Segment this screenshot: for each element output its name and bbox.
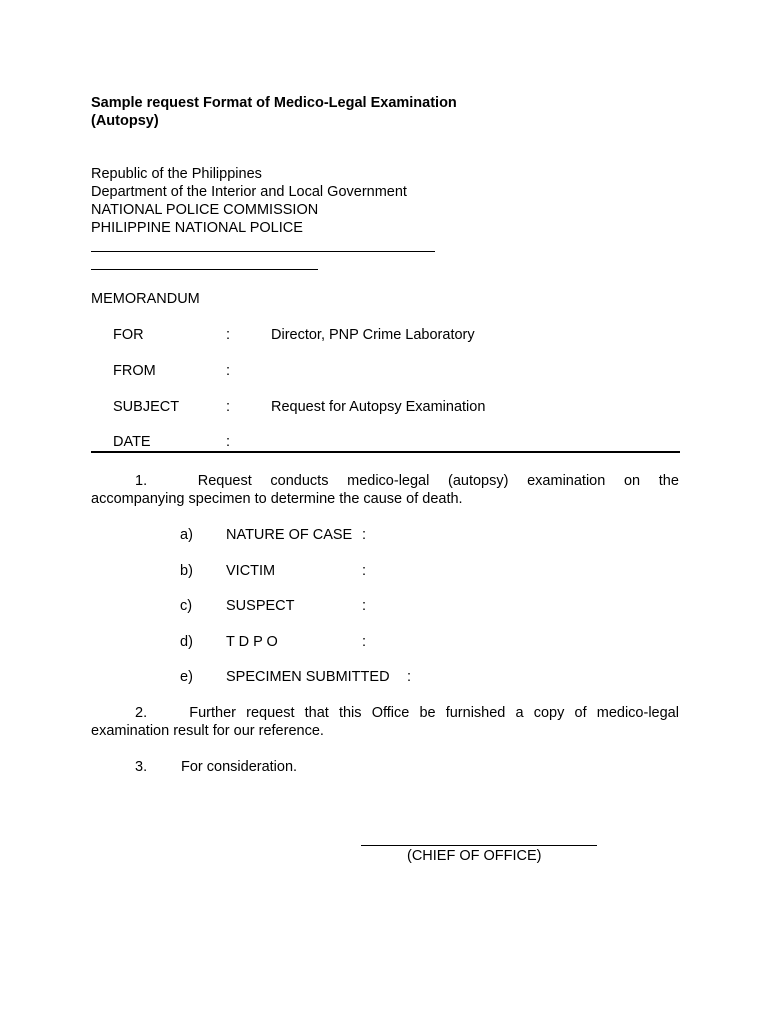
from-colon: : [226,363,231,379]
from-label: FROM [113,363,156,379]
paragraph-1-word: conducts [270,473,329,489]
blank-line-office-2 [91,269,318,270]
paragraph-2-word: Office [371,705,410,721]
paragraph-2-word: that [304,705,329,721]
item-b-label: VICTIM [226,563,276,579]
paragraph-2-word: this [338,705,362,721]
header-napolcom: NATIONAL POLICE COMMISSION [91,202,319,218]
header-department: Department of the Interior and Local Government [91,184,407,200]
paragraph-1-word: (autopsy) [448,473,509,489]
for-value: Director, PNP Crime Laboratory [271,327,475,343]
item-c-letter: c) [180,598,193,614]
paragraph-3-number: 3. [135,759,148,775]
memo-heading: MEMORANDUM [91,291,200,307]
paragraph-2-number: 2. [135,705,148,721]
paragraph-1 [91,472,679,508]
item-d-colon: : [362,634,367,650]
subject-label: SUBJECT [113,399,180,415]
item-a-letter: a) [180,527,193,543]
item-a-label: NATURE OF CASE [226,527,353,543]
item-b-letter: b) [180,563,193,579]
paragraph-1-line-1 [91,472,679,490]
item-b-colon: : [362,563,367,579]
paragraph-2-line-2: examination result for our reference. [91,723,324,739]
paragraph-2-word: medico-legal [596,705,679,721]
paragraph-1-line-2: accompanying specimen to determine the cause of death. [91,491,463,507]
signature-line [361,845,597,846]
paragraph-2-word: Further [189,705,236,721]
blank-line-office-1 [91,251,435,252]
for-colon: : [226,327,231,343]
paragraph-1-number: 1. [135,473,148,489]
item-e-letter: e) [180,669,193,685]
for-label: FOR [113,327,144,343]
header-pnp: PHILIPPINE NATIONAL POLICE [91,220,303,236]
paragraph-2-word: request [246,705,295,721]
paragraph-1-word: on [623,473,641,489]
paragraph-2-word: copy [533,705,565,721]
paragraph-1-word: examination [527,473,606,489]
paragraph-1-word: medico-legal [347,473,430,489]
paragraph-2-word: a [515,705,524,721]
header-divider [91,451,680,453]
date-label: DATE [113,434,151,450]
date-colon: : [226,434,231,450]
subject-value: Request for Autopsy Examination [271,399,486,415]
document-title: Sample request Format of Medico-Legal Examination [91,95,457,111]
signature-label: (CHIEF OF OFFICE) [407,848,542,864]
item-e-colon: : [407,669,412,685]
item-c-colon: : [362,598,367,614]
item-d-letter: d) [180,634,193,650]
header-republic: Republic of the Philippines [91,166,262,182]
paragraph-2-word: of [574,705,587,721]
paragraph-2 [91,704,679,740]
paragraph-2-line-1 [91,704,679,722]
paragraph-3-text: For consideration. [181,759,298,775]
paragraph-1-word: Request [197,473,252,489]
item-a-colon: : [362,527,367,543]
item-e-label: SPECIMEN SUBMITTED [226,669,390,685]
document-subtitle: (Autopsy) [91,113,159,129]
item-d-label: T D P O [226,634,278,650]
item-c-label: SUSPECT [226,598,295,614]
paragraph-1-word: the [658,473,679,489]
subject-colon: : [226,399,231,415]
paragraph-2-word: furnished [445,705,506,721]
paragraph-2-word: be [419,705,436,721]
